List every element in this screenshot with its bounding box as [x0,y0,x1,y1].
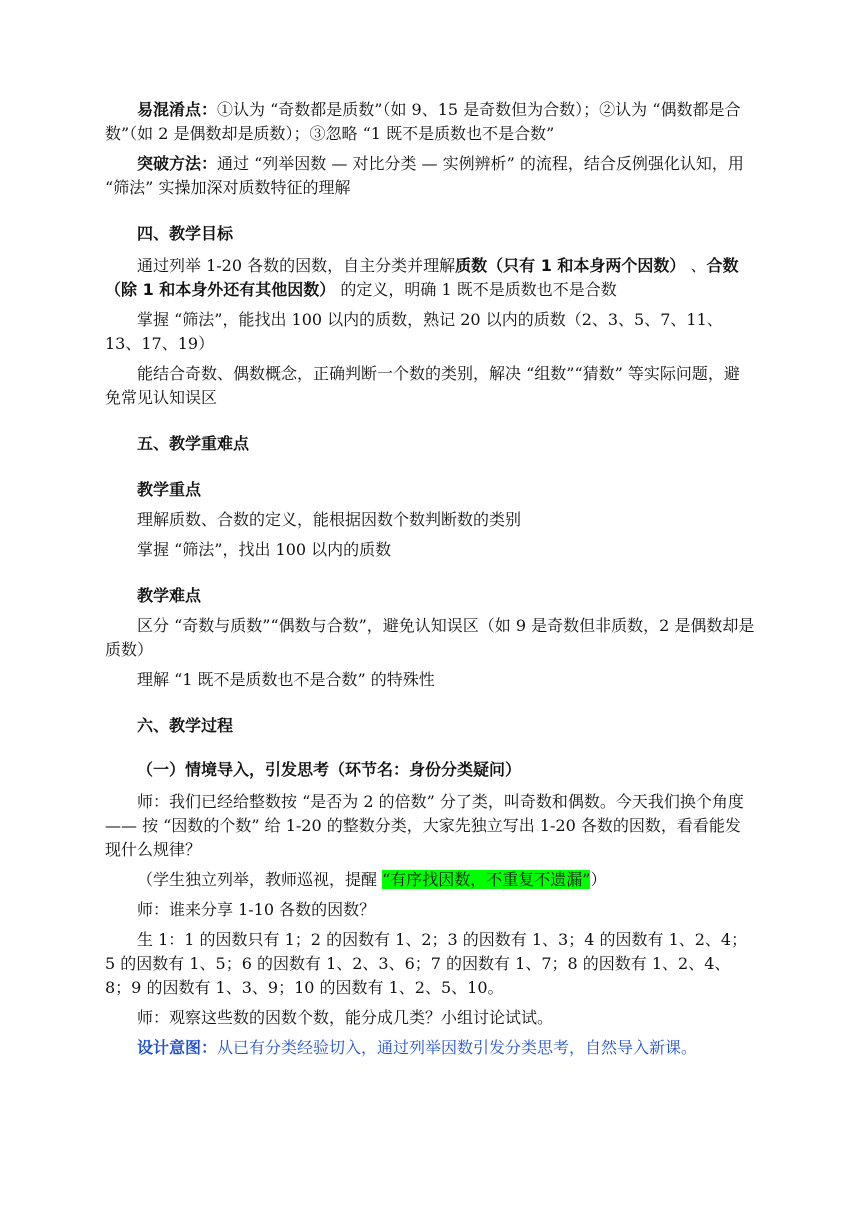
goal-1 [105,254,755,302]
key-point-2: 掌握 “筛法”，找出 100 以内的质数 [137,540,392,559]
note-text-a: （学生独立列举，教师巡视，提醒 [137,870,383,889]
composite-definition: 合数（除 1 和本身外还有其他因数） [105,256,739,299]
confusion-label: 易混淆点： [137,100,218,119]
section5-heading: 五、教学重难点 [137,434,250,453]
student-line-1: 生 1：1 的因数只有 1；2 的因数有 1、2；3 的因数有 1、3；4 的因数有 1、2、4；5 的因数有 1、5；6 的因数有 1、2、3、6；7 的因数有 1、7；8 的因数有 1、2、4、8；9 的因数有 1、3、9；10 的因数有 1、2、5、10。 [105,930,748,997]
teacher-line-3: 师：观察这些数的因数个数，能分成几类？小组讨论试试。 [137,1008,554,1027]
design-intent [105,1036,755,1060]
difficult-point-1: 区分 “奇数与质数”“偶数与合数”，避免认知误区（如 9 是奇数但非质数，2 是偶数却是质数） [105,616,755,659]
key-points-heading: 教学重点 [137,480,202,499]
section6-heading: 六、教学过程 [137,716,234,735]
goal1-text-e: 的定义，明确 1 既不是质数也不是合数 [335,280,617,299]
goal-3: 能结合奇数、偶数概念，正确判断一个数的类别，解决 “组数”“猜数” 等实际问题，避免常见认知误区 [105,364,740,407]
difficult-points-heading: 教学难点 [137,586,202,605]
difficult-point-2: 理解 “1 既不是质数也不是合数” 的特殊性 [137,670,435,689]
prime-definition: 质数（只有 1 和本身两个因数） [455,256,686,275]
breakthrough-paragraph [105,152,755,200]
design-intent-label: 设计意图： [137,1038,218,1057]
goal-2: 掌握 “筛法”，能找出 100 以内的质数，熟记 20 以内的质数（2、3、5、7、11、13、17、19） [105,310,723,353]
section4-heading: 四、教学目标 [137,224,234,243]
goal1-text-a: 通过列举 1-20 各数的因数，自主分类并理解 [137,256,456,275]
teacher-line-2: 师：谁来分享 1-10 各数的因数？ [137,900,376,919]
document-page [105,98,755,1060]
design-intent-text: 从已有分类经验切入，通过列举因数引发分类思考，自然导入新课。 [217,1038,698,1057]
activity-note [105,868,755,892]
highlighted-reminder: “有序找因数，不重复不遗漏” [382,870,591,889]
breakthrough-text: 通过 “列举因数 — 对比分类 — 实例辨析” 的流程，结合反例强化认知，用 “筛法” 实操加深对质数特征的理解 [105,154,744,197]
breakthrough-label: 突破方法： [137,154,218,173]
confusion-paragraph [105,98,755,146]
confusion-text: ①认为 “奇数都是质数”（如 9、15 是奇数但为合数）；②认为 “偶数都是合数”（如 2 是偶数却是质数）；③忽略 “1 既不是质数也不是合数” [105,100,741,143]
goal1-separator: 、 [685,256,707,275]
subsection-1-heading: （一）情境导入，引发思考（环节名：身份分类疑问） [137,760,522,779]
teacher-line-1: 师：我们已经给整数按 “是否为 2 的倍数” 分了类，叫奇数和偶数。今天我们换个角度 —— 按 “因数的个数” 给 1-20 的整数分类，大家先独立写出 1-20 各数的因数，看看能发现什么规律？ [105,792,744,859]
note-text-b: ） [590,870,607,889]
key-point-1: 理解质数、合数的定义，能根据因数个数判断数的类别 [137,510,522,529]
